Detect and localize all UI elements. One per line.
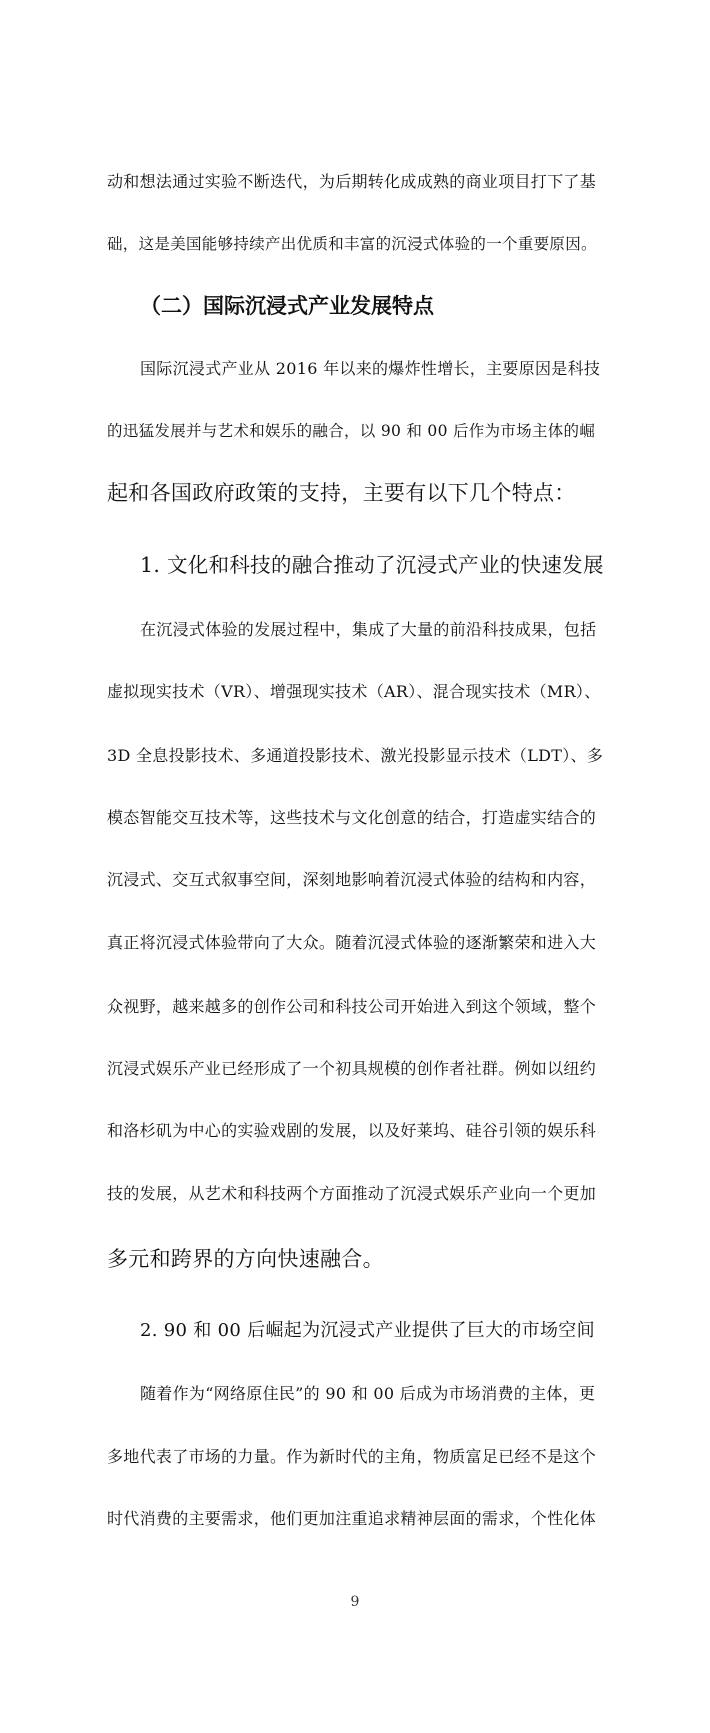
paragraph-line: 多元和跨界的方向快速融合。 xyxy=(107,1247,384,1271)
paragraph-line: 时代消费的主要需求，他们更加注重追求精神层面的需求，个性化体 xyxy=(107,1509,597,1528)
paragraph-line: 和洛杉矶为中心的实验戏剧的发展，以及好莱坞、硅谷引领的娱乐科 xyxy=(107,1121,597,1140)
paragraph-line: 模态智能交互技术等，这些技术与文化创意的结合，打造虚实结合的 xyxy=(107,808,597,827)
paragraph-line: 沉浸式、交互式叙事空间，深刻地影响着沉浸式体验的结构和内容， xyxy=(107,870,597,889)
paragraph-line: 础，这是美国能够持续产出优质和丰富的沉浸式体验的一个重要原因。 xyxy=(107,235,597,253)
paragraph-line: 随着作为“网络原住民”的 90 和 00 后成为市场消费的主体，更 xyxy=(140,1384,596,1403)
paragraph-line: 起和各国政府政策的支持，主要有以下几个特点： xyxy=(107,481,576,505)
subheading: 1. 文化和科技的融合推动了沉浸式产业的快速发展 xyxy=(140,553,604,577)
paragraph-line: 众视野，越来越多的创作公司和科技公司开始进入到这个领域，整个 xyxy=(107,997,597,1016)
section-heading: （二）国际沉浸式产业发展特点 xyxy=(140,294,434,318)
paragraph-line: 真正将沉浸式体验带向了大众。随着沉浸式体验的逐渐繁荣和进入大 xyxy=(107,933,597,952)
paragraph-line: 动和想法通过实验不断迭代，为后期转化成成熟的商业项目打下了基 xyxy=(107,172,597,191)
paragraph-line: 虚拟现实技术（VR）、增强现实技术（AR）、混合现实技术（MR）、 xyxy=(107,682,601,701)
paragraph-line: 的迅猛发展并与艺术和娱乐的融合，以 90 和 00 后作为市场主体的崛 xyxy=(107,422,596,440)
page-number: 9 xyxy=(350,1594,360,1610)
subheading: 2. 90 和 00 后崛起为沉浸式产业提供了巨大的市场空间 xyxy=(140,1320,595,1341)
paragraph-line: 沉浸式娱乐产业已经形成了一个初具规模的创作者社群。例如以纽约 xyxy=(107,1059,597,1078)
paragraph-line: 国际沉浸式产业从 2016 年以来的爆炸性增长，主要原因是科技 xyxy=(140,359,601,378)
paragraph-line: 多地代表了市场的力量。作为新时代的主角，物质富足已经不是这个 xyxy=(107,1447,597,1466)
paragraph-line: 技的发展，从艺术和科技两个方面推动了沉浸式娱乐产业向一个更加 xyxy=(107,1184,597,1203)
paragraph-line: 3D 全息投影技术、多通道投影技术、激光投影显示技术（LDT）、多 xyxy=(107,746,604,765)
paragraph-line: 在沉浸式体验的发展过程中，集成了大量的前沿科技成果，包括 xyxy=(140,620,597,639)
